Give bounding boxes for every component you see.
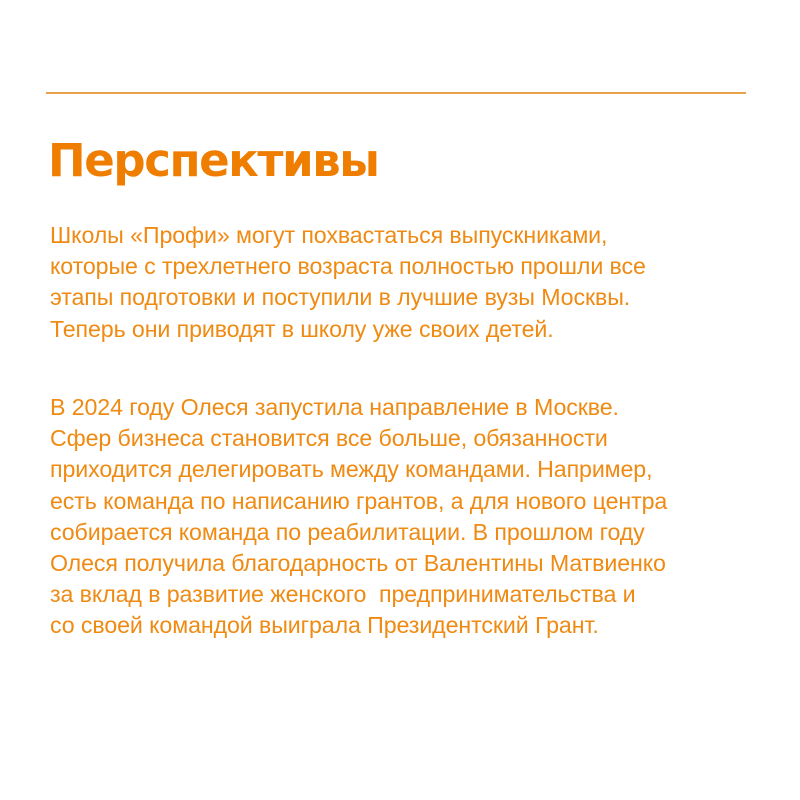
page-title: Перспективы xyxy=(48,134,379,187)
paragraph-line: этапы подготовки и поступили в лучшие вузы Москвы. xyxy=(50,284,631,311)
paragraph-line: приходится делегировать между командами. Например, xyxy=(50,456,653,483)
paragraph-line: Школы «Профи» могут похвастаться выпускниками, xyxy=(50,222,608,248)
paragraph-line: Теперь они приводят в школу уже своих детей. xyxy=(50,315,554,342)
paragraph-moscow-direction xyxy=(50,392,780,642)
paragraph-line: со своей командой выиграла Президентский Грант. xyxy=(50,612,599,639)
top-divider xyxy=(46,92,746,94)
paragraph-line: которые с трехлетнего возраста полностью прошли все xyxy=(50,253,646,280)
paragraph-line: Сфер бизнеса становится все больше, обязанности xyxy=(50,425,608,452)
paragraph-line: Олеся получила благодарность от Валентины Матвиенко xyxy=(50,550,666,577)
paragraph-line: за вклад в развитие женского предпринимательства и xyxy=(50,581,636,608)
paragraph-line: есть команда по написанию грантов, а для нового центра xyxy=(50,487,668,514)
paragraph-graduates xyxy=(50,220,780,345)
paragraph-line: собирается команда по реабилитации. В прошлом году xyxy=(50,518,645,545)
paragraph-line: В 2024 году Олеся запустила направление в Москве. xyxy=(50,394,619,420)
